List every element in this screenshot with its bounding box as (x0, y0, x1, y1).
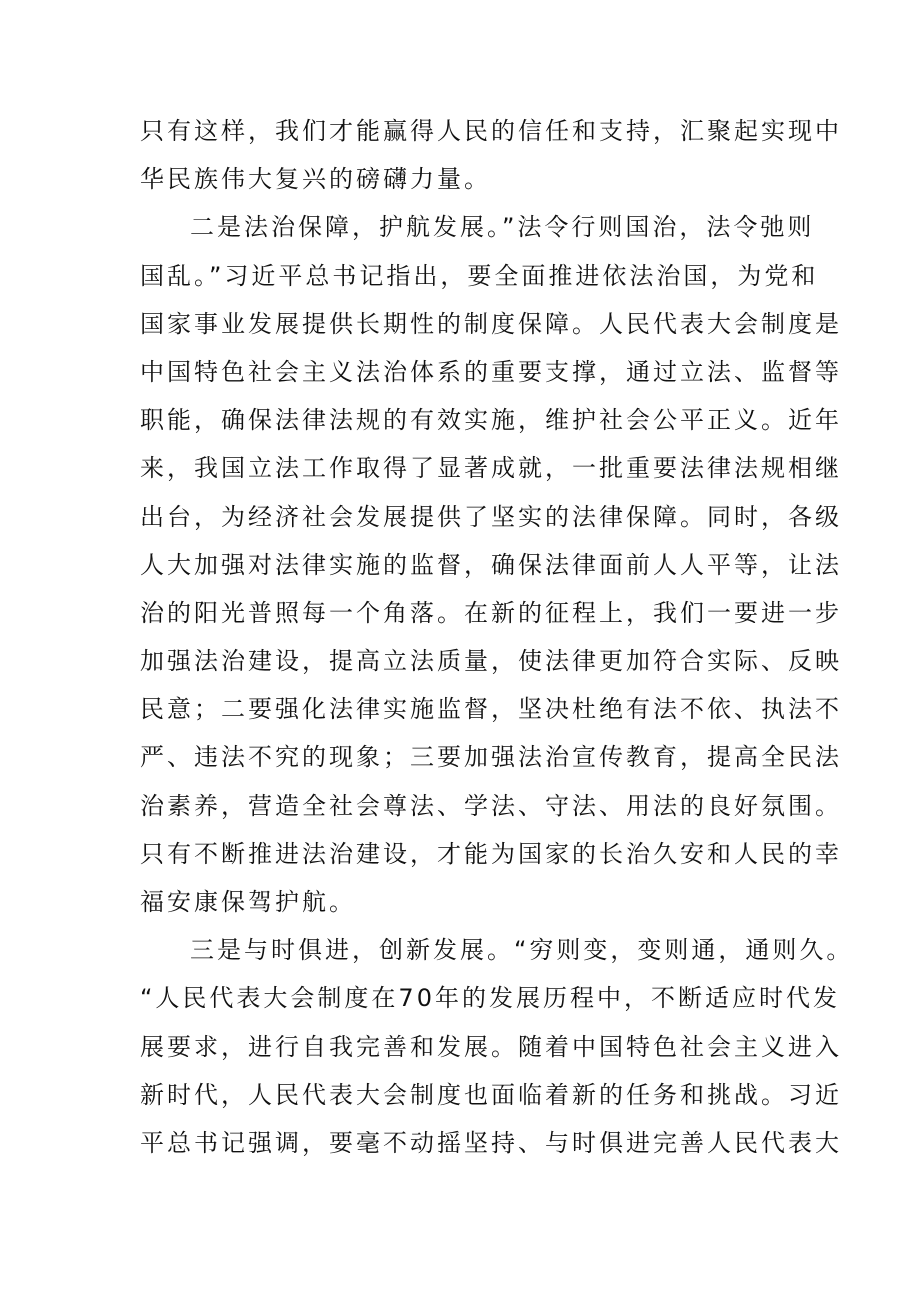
paragraph-point-two (140, 203, 842, 926)
paragraph-point-three (140, 926, 854, 1167)
text-line: 严、违法不究的现象；三要加强法治宣传教育，提高全民法 (140, 743, 842, 772)
text-line: 国乱。”习近平总书记指出，要全面推进依法治国，为党和 (140, 261, 819, 290)
text-line: 三是与时俱进，创新发展。“穷则变，变则通，通则久。 (190, 936, 854, 965)
text-line: 来，我国立法工作取得了显著成就，一批重要法律法规相继 (140, 454, 842, 483)
text-line: 治的阳光普照每一个角落。在新的征程上，我们一要进一步 (140, 598, 842, 627)
text-line: 中国特色社会主义法治体系的重要支撑，通过立法、监督等 (140, 357, 842, 386)
text-line: 福安康保驾护航。 (140, 888, 356, 916)
text-line: 职能，确保法律法规的有效实施，维护社会公平正义。近年 (140, 406, 842, 435)
text-line: “人民代表大会制度在70年的发展历程中，不断适应时代发 (140, 984, 840, 1013)
text-line: 二是法治保障，护航发展。”法令行则国治，法令弛则 (190, 213, 815, 242)
text-line: 出台，为经济社会发展提供了坚实的法律保障。同时，各级 (140, 502, 842, 531)
text-line: 平总书记强调，要毫不动摇坚持、与时俱进完善人民代表大 (140, 1128, 842, 1157)
text-line: 治素养，营造全社会尊法、学法、守法、用法的良好氛围。 (140, 791, 842, 820)
text-line: 国家事业发展提供长期性的制度保障。人民代表大会制度是 (140, 309, 842, 338)
text-line: 只有这样，我们才能赢得人民的信任和支持，汇聚起实现中 (140, 117, 842, 145)
document-body (140, 107, 854, 1167)
text-line: 华民族伟大复兴的磅礴力量。 (140, 165, 491, 194)
text-line: 只有不断推进法治建设，才能为国家的长治久安和人民的幸 (140, 839, 842, 868)
text-line: 新时代，人民代表大会制度也面临着新的任务和挑战。习近 (140, 1080, 842, 1109)
text-line: 人大加强对法律实施的监督，确保法律面前人人平等，让法 (140, 550, 842, 579)
text-line: 展要求，进行自我完善和发展。随着中国特色社会主义进入 (140, 1032, 842, 1061)
text-line: 加强法治建设，提高立法质量，使法律更加符合实际、反映 (140, 647, 842, 676)
paragraph-continuation (140, 107, 842, 203)
text-line: 民意；二要强化法律实施监督，坚决杜绝有法不依、执法不 (140, 695, 842, 724)
